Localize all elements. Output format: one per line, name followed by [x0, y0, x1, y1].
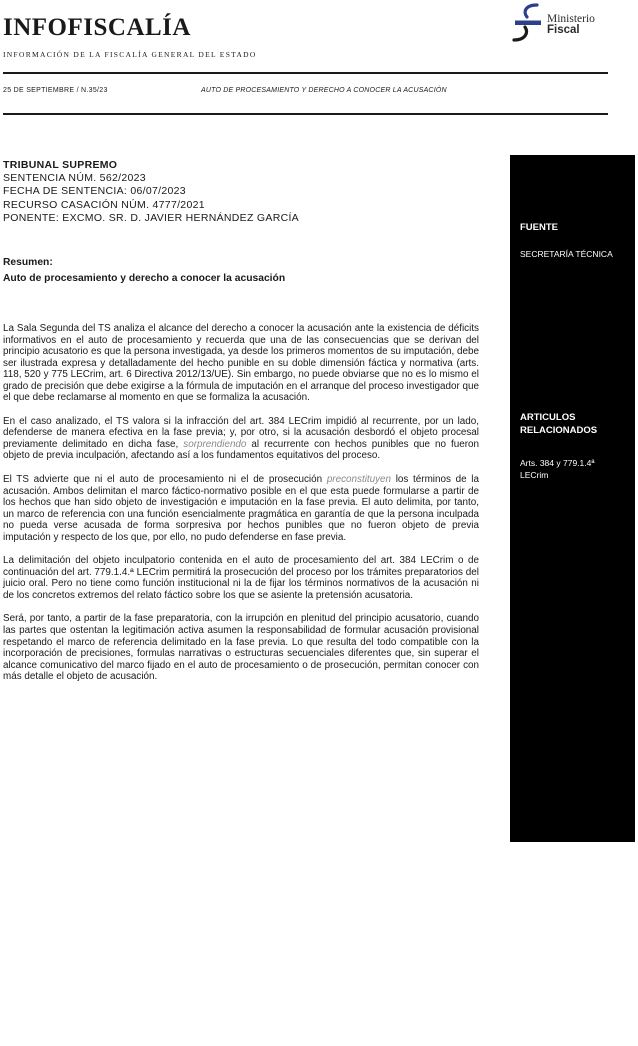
brand-title: INFOFISCALÍA: [3, 14, 191, 41]
logo-line-1: Ministerio: [547, 13, 595, 25]
sentence-number: SENTENCIA NÚM. 562/2023: [3, 172, 146, 185]
summary: [3, 255, 483, 286]
paragraph-3-emphasis: preconstituyen: [326, 474, 392, 486]
logo-line-2: Fiscal: [547, 24, 580, 36]
logo-text: [547, 14, 595, 36]
document-title: AUTO DE PROCESAMIENTO Y DERECHO A CONOCER LA ACUSACIÓN: [201, 87, 447, 94]
ministerio-fiscal-logo: [511, 2, 621, 44]
rapporteur: PONENTE: EXCMO. SR. D. JAVIER HERNÁNDEZ GARCÍA: [3, 211, 299, 224]
source-label: FUENTE: [520, 222, 558, 233]
paragraph-2: [3, 416, 479, 462]
paragraph-2-part-b: al recurrente con hechos punibles que no fueron objeto de previa inculpación, afectando así a los fundamentos equitativos del proceso.: [3, 438, 479, 462]
court-info: [3, 159, 483, 225]
summary-label: Resumen:: [3, 257, 53, 268]
appeal-number: RECURSO CASACIÓN NÚM. 4777/2021: [3, 198, 205, 211]
issue-date: 25 DE SEPTIEMBRE / N.35/23: [3, 87, 108, 94]
header-rule-top: [3, 72, 608, 74]
summary-text: Auto de procesamiento y derecho a conocer la acusación: [3, 272, 286, 284]
paragraph-4: La delimitación del objeto inculpatorio contenida en el auto de procesamiento del art. 384 LECrim o de continuación del art. 779.1.4.ª LECrim permitirá la prosecución del proceso por los trámites preparatorios del juicio oral. Pero no tiene como función institucional ni la de fijar los términos normativos de la acusación ni de los concretos extremos del relato fáctico sobre los que se asiente la pretensión acusatoria.: [3, 555, 479, 601]
info-sidebar: [510, 155, 635, 842]
paragraph-2-emphasis: sorprendiendo: [183, 438, 247, 450]
related-label-line-1: ARTICULOS: [520, 412, 576, 423]
source-value: SECRETARÍA TÉCNICA: [520, 249, 613, 259]
related-value-line-2: LECrim: [520, 470, 549, 480]
article-body: [3, 323, 479, 695]
logo-mark-icon: [511, 2, 545, 44]
related-label-line-2: RELACIONADOS: [520, 425, 598, 436]
sentence-date: FECHA DE SENTENCIA: 06/07/2023: [3, 185, 186, 198]
paragraph-5: Será, por tanto, a partir de la fase preparatoria, con la irrupción en plenitud del principio acusatorio, cuando las partes que ostentan la legitimación activa asumen la responsabilidad de formular acusación provisional respetando el marco de referencia delimitado en la fase previa. Lo que resulta del todo compatible con la incorporación de precisiones, formulas narrativas o estructuras secuenciales diferentes que, sin superar el alcance comunicativo del marco fijado en el auto de procesamiento o de prosecución, permitan conocer con más detalle el objeto de acusación.: [3, 613, 479, 683]
paragraph-1: La Sala Segunda del TS analiza el alcance del derecho a conocer la acusación ante la existencia de déficits informativos en el auto de procesamiento y recuerda que una de las consecuencias que se derivan del principio acusatorio es que la persona investigada, ya desde los primeros momentos de su imputación, debe ser ilustrada expresa y detalladamente del hecho punible en su doble dimensión fáctica y normativa (arts. 118, 520 y 775 LECrim, art. 6 Directiva 2012/13/UE). Sin embargo, no puede obviarse que no es lo mismo el grado de precisión que debe exigirse a la fórmula de imputación en el arranque del proceso investigador que el que debe reclamarse al momento en que se formaliza la acusación.: [3, 323, 479, 404]
brand-subtitle: INFORMACIÓN DE LA FISCALÍA GENERAL DEL ESTADO: [3, 50, 257, 59]
related-value-line-1: Arts. 384 y 779.1.4ª: [520, 458, 595, 468]
court-name: TRIBUNAL SUPREMO: [3, 159, 118, 171]
paragraph-2-part-a: En el caso analizado, el TS valora si la infracción del art. 384 LECrim impidió al recurrente, por un lado, defenderse de manera efectiva en la fase previa; y, por otro, si la acusación desbordó el objeto procesal previamente delimitado en dicha fase,: [3, 415, 479, 450]
paragraph-3-part-b: los términos de la acusación. Ambos delimitan el marco fáctico-normativo posible en el que esta puede formularse a partir de los hechos que han sido objeto de investigación e imputación en la fase previa. El auto delimita, por tanto, un marco de referencia con una función esencialmente pragmática en garantía de que la persona inculpada no pueda verse acusada de forma sorpresiva por hechos punibles que no fueron objeto de previa imputación y respecto de los que, por ello, no pudo defenderse en fase previa.: [3, 474, 479, 543]
header-rule-bottom: [3, 113, 608, 115]
paragraph-3: [3, 474, 479, 543]
paragraph-3-part-a: El TS advierte que ni el auto de procesamiento ni el de prosecución: [3, 474, 327, 486]
